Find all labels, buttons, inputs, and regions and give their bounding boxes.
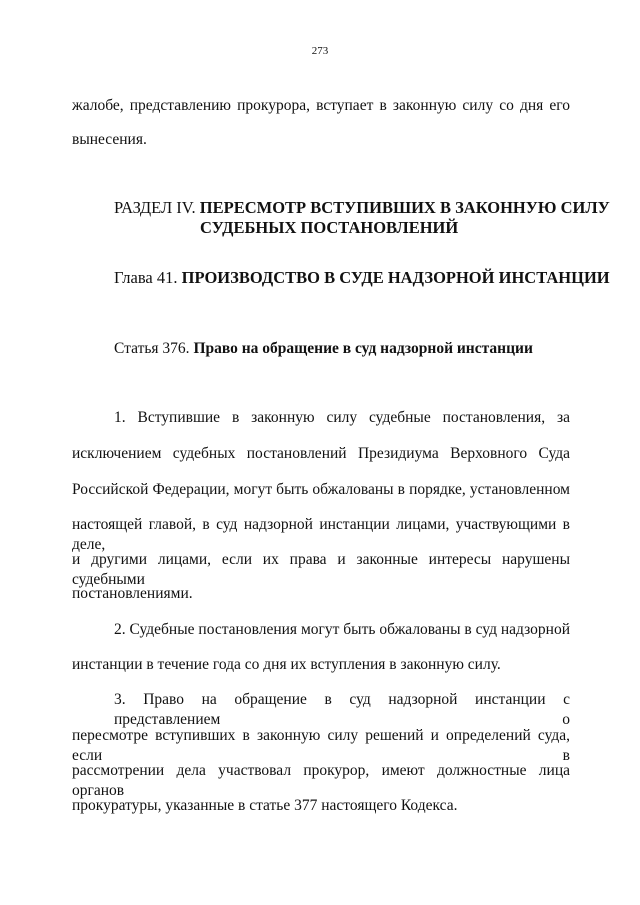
chapter-heading xyxy=(114,268,610,288)
paragraph-2-line-1: 2. Судебные постановления могут быть обжалованы в суд надзорной xyxy=(114,621,570,638)
article-prefix: Статья 376. xyxy=(114,340,190,357)
article-heading xyxy=(114,339,533,359)
section-title-line-2: СУДЕБНЫХ ПОСТАНОВЛЕНИЙ xyxy=(200,218,459,237)
chapter-prefix: Глава 41. xyxy=(114,268,178,287)
article-title: Право на обращение в суд надзорной инстанции xyxy=(193,340,533,357)
section-heading xyxy=(114,198,610,218)
paragraph-1-line-4: настоящей главой, в суд надзорной инстанции лицами, участвующими в деле, xyxy=(72,516,570,553)
paragraph-1-line-6: постановлениями. xyxy=(72,585,193,602)
paragraph-1-line-1: 1. Вступившие в законную силу судебные постановления, за xyxy=(114,409,570,426)
paragraph-2-line-2: инстанции в течение года со дня их вступления в законную силу. xyxy=(72,656,501,673)
chapter-title: ПРОИЗВОДСТВО В СУДЕ НАДЗОРНОЙ ИНСТАНЦИИ xyxy=(181,268,610,287)
section-prefix: РАЗДЕЛ IV. xyxy=(114,198,196,217)
section-title-line-1: ПЕРЕСМОТР ВСТУПИВШИХ В ЗАКОННУЮ СИЛУ xyxy=(199,198,610,217)
paragraph-3-line-3: рассмотрении дела участвовал прокурор, имеют должностные лица органов xyxy=(72,762,570,799)
intro-line-2: вынесения. xyxy=(72,131,147,148)
page-number: 273 xyxy=(311,45,329,57)
paragraph-1-line-2: исключением судебных постановлений Президиума Верховного Суда xyxy=(72,445,570,462)
section-heading-line-2 xyxy=(200,218,458,238)
paragraph-3-line-4: прокуратуры, указанные в статье 377 настоящего Кодекса. xyxy=(72,797,458,814)
paragraph-3-line-1: 3. Право на обращение в суд надзорной инстанции с представлением о xyxy=(114,691,570,728)
paragraph-1-line-5: и другими лицами, если их права и законные интересы нарушены судебными xyxy=(72,551,570,588)
intro-line-1: жалобе, представлению прокурора, вступает в законную силу со дня его xyxy=(72,97,570,114)
paragraph-3-line-2: пересмотре вступивших в законную силу решений и определений суда, если в xyxy=(72,727,570,764)
paragraph-1-line-3: Российской Федерации, могут быть обжалованы в порядке, установленном xyxy=(72,481,570,498)
